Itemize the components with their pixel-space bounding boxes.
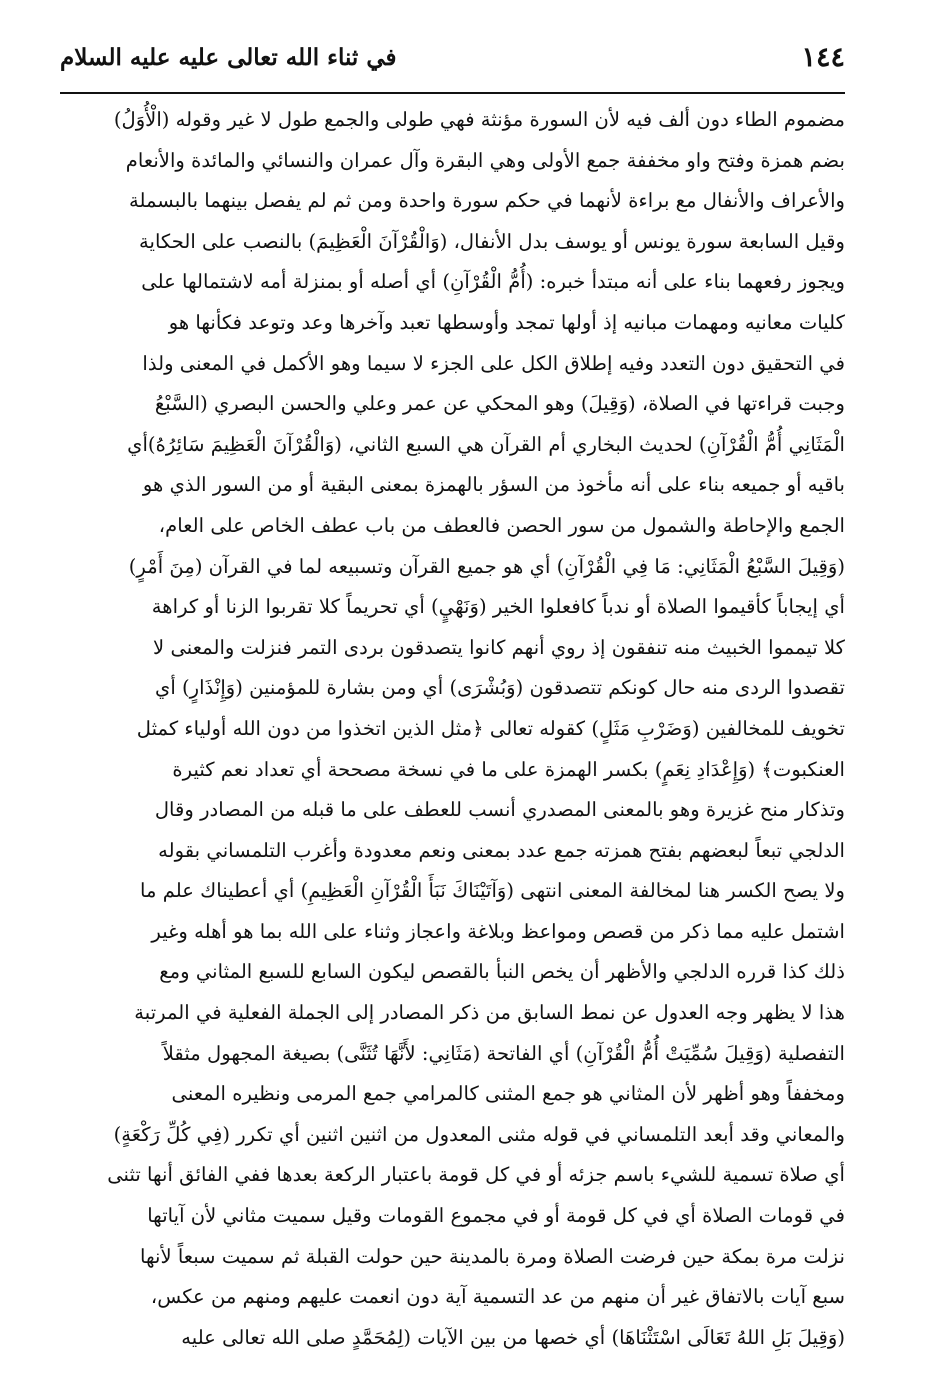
- text-line: ومخففاً وهو أظهر لأن المثاني هو جمع المثنى كالمرامي جمع المرمى ونظيره المعنى: [171, 1082, 845, 1106]
- page-header: [60, 36, 845, 94]
- text-line: في التحقيق دون التعدد وفيه إطلاق الكل على الجزء لا سيما وهو الأكمل في المعنى ولذا: [142, 351, 845, 375]
- page-number: ١٤٤: [801, 42, 845, 73]
- text-line: الْمَثَانِي أُمُّ الْقُرْآنِ) لحديث البخاري أم القرآن هي السبع الثاني، (وَالْقُرْآنَ الْعَظِيمَ سَائِرُهُ)أي: [127, 432, 845, 456]
- text-line: وجبت قراءتها في الصلاة، (وَقِيلَ) وهو المحكي عن عمر وعلي والحسن البصري (السَّبْعُ: [154, 392, 845, 416]
- text-line: بضم همزة وفتح واو مخففة جمع الأولى وهي البقرة وآل عمران والنسائي والمائدة والأنعام: [125, 148, 845, 172]
- text-line: في قومات الصلاة أي في كل قومة أو في مجموع القومات وقيل سميت مثاني لأن آياتها: [147, 1204, 845, 1228]
- text-line: التفصلية (وَقِيلَ سُمِّيَتْ أُمُّ الْقُرْآنِ) أي الفاتحة (مَثَانِي: لأَنَّهَا تُثَنَّى) بصيغة المجهول مثقلاً: [162, 1041, 845, 1065]
- text-line: تقصدوا الردى منه حال كونكم تتصدقون (وَبُشْرَى) أي ومن بشارة للمؤمنين (وَإِنْذَارٍ) أي: [155, 676, 845, 700]
- text-line: مضموم الطاء دون ألف فيه لأن السورة مؤنثة فهي طولى والجمع طول لا غير وقوله (الْأُوَلُ): [113, 108, 845, 131]
- text-line: والأعراف والأنفال مع براءة لأنهما في حكم سورة واحدة ومن ثم لم يفصل بينهما بالبسملة: [128, 189, 845, 213]
- running-title: في ثناء الله تعالى عليه عليه السلام: [60, 44, 397, 71]
- text-line: هذا لا يظهر وجه العدول عن نمط السابق من ذكر المصادر إلى الجملة الفعلية في المرتبة: [134, 1001, 845, 1025]
- body-text: [62, 100, 845, 1358]
- text-line: كليات معانيه ومهمات مبانيه إذ أولها تمجد وأوسطها تعبد وآخرها وعد وتوعد فكأنها هو: [168, 310, 845, 334]
- text-line: الدلجي تبعاً لبعضهم بفتح همزته جمع عدد بمعنى ونعم معدودة وأغرب التلمساني بقوله: [158, 838, 845, 862]
- text-line: أي إيجاباً كأقيموا الصلاة أو ندباً كافعلوا الخير (وَنَهْيٍ) أي تحريماً كلا تقربوا الزنا أو كراهة: [151, 595, 845, 619]
- text-line: وقيل السابعة سورة يونس أو يوسف بدل الأنفال، (وَالْقُرْآنَ الْعَظِيمَ) بالنصب على الحكاية: [138, 229, 845, 253]
- text-line: والمعاني وقد أبعد التلمساني في قوله مثنى المعدول من اثنين اثنين أي تكرر (فِي كُلِّ رَكْعَةٍ): [113, 1122, 845, 1146]
- text-line: وتذكار منح غزيرة وهو بالمعنى المصدري أنسب للعطف على ما قبله من المصادر وقال: [154, 798, 845, 822]
- text-line: سبع آيات بالاتفاق غير أن منهم من عد التسمية آية دون انعمت عليهم ومنهم من عكس،: [150, 1285, 845, 1309]
- text-line: العنكبوت﴾ (وَإِعْدَادِ نِعَمٍ) بكسر الهمزة على ما في نسخة مصححة أي تعداد نعم كثيرة: [172, 757, 845, 781]
- text-line: ويجوز رفعهما بناء على أنه مبتدأ خبره: (أُمُّ الْقُرْآنِ) أي أصله أو بمنزلة أمه لاشتمالها على: [141, 270, 845, 294]
- text-line: ذلك كذا قرره الدلجي والأظهر أن يخص النبأ بالقصص ليكون السابع للسبع المثاني ومع: [159, 960, 845, 984]
- text-line: اشتمل عليه مما ذكر من قصص ومواعظ وبلاغة واعجاز وثناء على الله بما هو أهله وغير: [151, 919, 845, 943]
- text-line: تخويف للمخالفين (وَضَرْبِ مَثَلٍ) كقوله تعالى ﴿مثل الذين اتخذوا من دون الله أولياء كمثل: [136, 716, 845, 740]
- text-line: ولا يصح الكسر هنا لمخالفة المعنى انتهى (وَآتَيْنَاكَ نَبَأَ الْقُرْآنِ الْعَظِيمِ) أي أعطيناك علم ما: [140, 879, 845, 903]
- text-line: الجمع والإحاطة والشمول من سور الحصن فالعطف من باب عطف الخاص على العام،: [158, 513, 845, 537]
- text-line: كلا تيمموا الخبيث منه تنفقون إذ روي أنهم كانوا يتصدقون بردى التمر فنزلت والمعنى لا: [153, 635, 845, 659]
- text-line: أي صلاة تسمية للشيء باسم جزئه أو في كل قومة باعتبار الركعة بعدها ففي الفائق أنها تثنى: [107, 1163, 845, 1187]
- text-line: باقيه أو جميعه بناء على أنه مأخوذ من السؤر بالهمزة بمعنى البقية أو من السور الذي هو: [142, 473, 845, 497]
- text-line: (وَقِيلَ بَلِ اللهُ تَعَالَى اسْتَثْنَاهَا) أي خصها من بين الآيات (لِمُحَمَّدٍ صلى الله تعالى عليه: [181, 1325, 845, 1349]
- text-line: (وَقِيلَ السَّبْعُ الْمَثَانِي: مَا فِي الْقُرْآنِ) أي هو جميع القرآن وتسبيعه لما في القرآن (مِنَ أَمْرٍ): [128, 554, 845, 578]
- text-line: نزلت مرة بمكة حين فرضت الصلاة ومرة بالمدينة حين حولت القبلة ثم سميت سبعاً لأنها: [139, 1244, 845, 1268]
